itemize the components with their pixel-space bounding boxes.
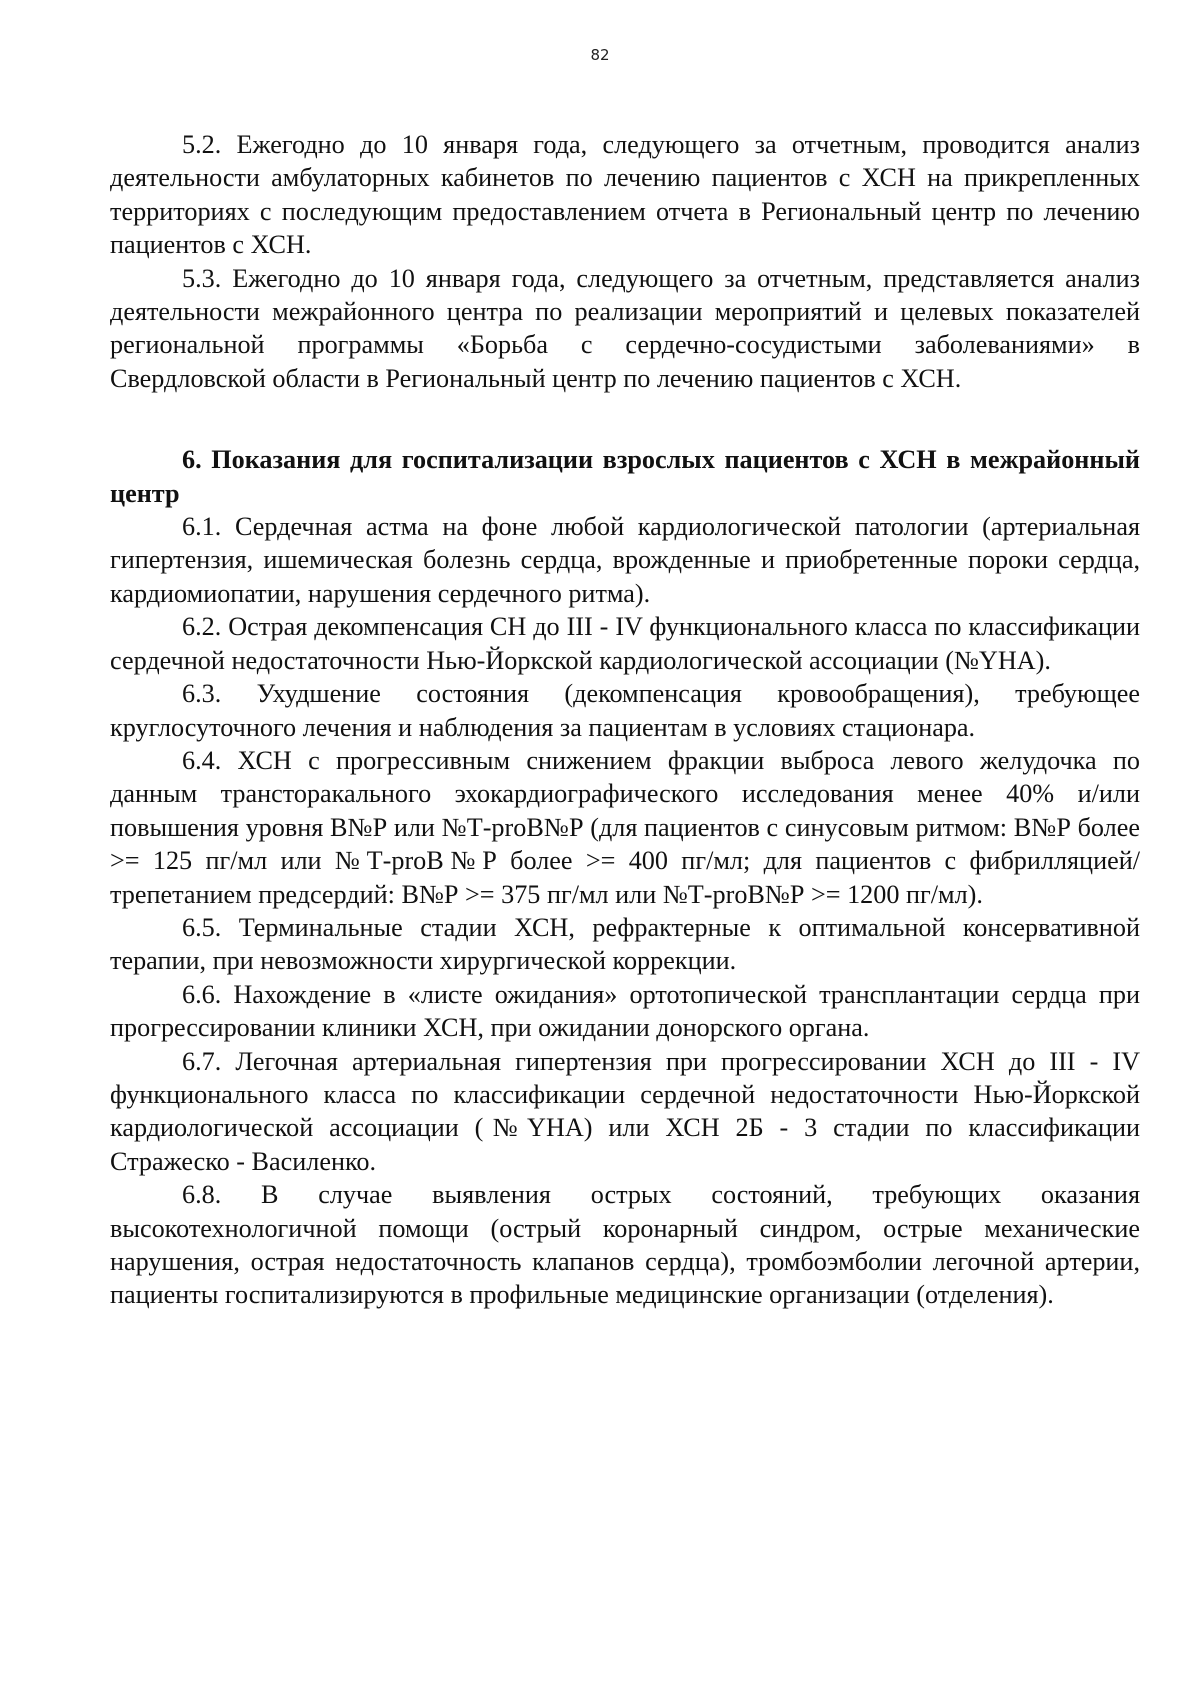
section-6-heading: 6. Показания для госпитализации взрослых пациентов с ХСН в межрайонный центр (110, 445, 1140, 508)
section-6 (110, 443, 1140, 1312)
paragraph-5-3: 5.3. Ежегодно до 10 января года, следующего за отчетным, представляется анализ деятельности межрайонного центра по реализации мероприятий и целевых показателей региональной программы «Борьба с сердечно-сосудистыми заболеваниями» в Свердловской области в Региональный центр по лечению пациентов с ХСН. (110, 263, 1140, 393)
paragraph-5-2: 5.2. Ежегодно до 10 января года, следующего за отчетным, проводится анализ деятельности амбулаторных кабинетов по лечению пациентов с ХСН на прикрепленных территориях с последующим предоставлением отчета в Региональный центр по лечению пациентов с ХСН. (110, 130, 1140, 260)
paragraph-6-8: 6.8. В случае выявления острых состояний, требующих оказания высокотехнологичной помощи (острый коронарный синдром, острые механические нарушения, острая недостаточность клапанов сердца), тромбоэмболии легочной артерии, пациенты госпитализируются в профильные медицинские организации (отделения). (110, 1180, 1140, 1310)
paragraph-6-1: 6.1. Сердечная астма на фоне любой кардиологической патологии (артериальная гипертензия, ишемическая болезнь сердца, врожденные и приобретенные пороки сердца, кардиомиопатии, нарушения сердечного ритма). (110, 512, 1140, 608)
paragraph-6-6: 6.6. Нахождение в «листе ожидания» ортотопической трансплантации сердца при прогрессировании клиники ХСН, при ожидании донорского органа. (110, 979, 1140, 1043)
paragraph-6-2: 6.2. Острая декомпенсация СН до III - IV функционального класса по классификации сердечной недостаточности Нью-Йоркской кардиологической ассоциации (№YHA). (110, 612, 1140, 675)
page-number: 82 (590, 46, 610, 64)
paragraph-6-7: 6.7. Легочная артериальная гипертензия при прогрессировании ХСН до III - IV функционального класса по классификации сердечной недостаточности Нью-Йоркской кардиологической ассоциации (№YHA) или ХСН 2Б - 3 стадии по классификации Стражеско - Василенко. (110, 1046, 1140, 1176)
document-body (110, 128, 1140, 1312)
paragraph-6-3: 6.3. Ухудшение состояния (декомпенсация кровообращения), требующее круглосуточного лечения и наблюдения за пациентам в условиях стационара. (110, 679, 1140, 742)
paragraph-6-4: 6.4. ХСН с прогрессивным снижением фракции выброса левого желудочка по данным трансторакального эхокардиографического исследования менее 40% и/или повышения уровня В№Р или №Т-proВ№Р (для пациентов с синусовым ритмом: В№Р более >= 125 пг/мл или №Т-proВ№Р более >= 400 пг/мл; для пациентов с фибрилляцией/трепетанием предсердий: В№Р >= 375 пг/мл или №Т-proВ№Р >= 1200 пг/мл). (110, 745, 1140, 909)
section-5 (110, 128, 1140, 395)
paragraph-6-5: 6.5. Терминальные стадии ХСН, рефрактерные к оптимальной консервативной терапии, при невозможности хирургической коррекции. (110, 912, 1140, 976)
